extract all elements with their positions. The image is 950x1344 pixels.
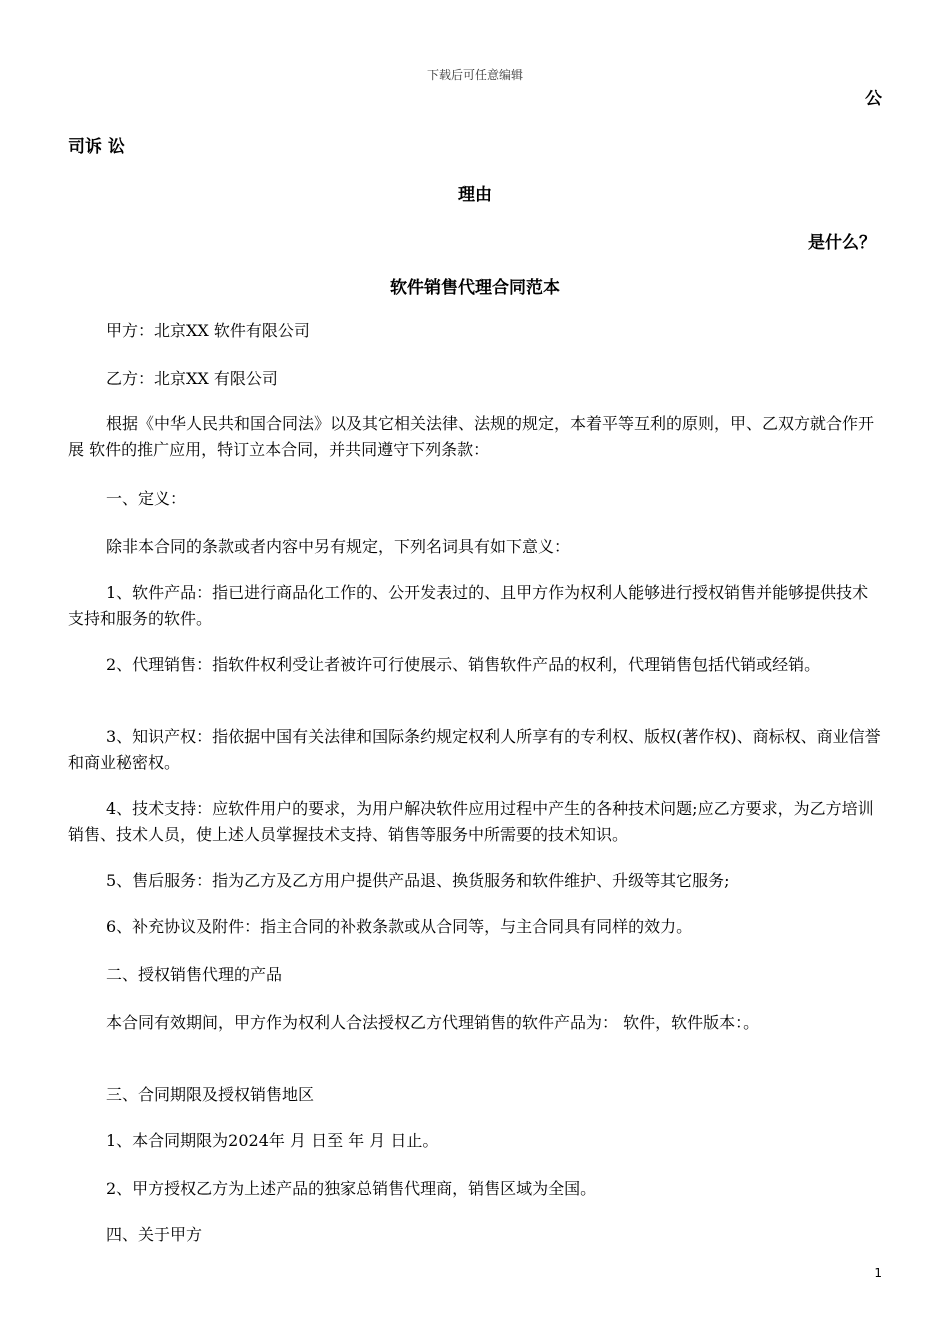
section-heading-products: 二、授权销售代理的产品 — [106, 965, 283, 984]
title-fragment-gong: 公 — [865, 89, 882, 109]
definition-software-product: 1、软件产品：指已进行商品化工作的、公开发表过的、且甲方作为权利人能够进行授权销售并能够提供技术支持和服务的软件。 — [68, 583, 869, 628]
products-paragraph: 本合同有效期间，甲方作为权利人合法授权乙方代理销售的软件产品为： 软件，软件版本：。 — [106, 1013, 760, 1032]
definition-after-sales-service: 5、售后服务：指为乙方及乙方用户提供产品退、换货服务和软件维护、升级等其它服务; — [106, 871, 730, 890]
party-a: 甲方：北京XX 软件有限公司 — [106, 321, 310, 340]
definition-supplementary-agreement: 6、补充协议及附件：指主合同的补救条款或从合同等，与主合同具有同样的效力。 — [106, 917, 693, 936]
definitions-intro: 除非本合同的条款或者内容中另有规定，下列名词具有如下意义： — [106, 537, 571, 556]
title-fragment-liyou: 理由 — [458, 185, 492, 205]
region-clause: 2、甲方授权乙方为上述产品的独家总销售代理商，销售区域为全国。 — [106, 1179, 597, 1198]
definition-intellectual-property: 3、知识产权：指依据中国有关法律和国际条约规定权利人所享有的专利权、版权(著作权)、商标权、商业信誉和商业秘密权。 — [68, 727, 881, 772]
term-clause: 1、本合同期限为2024年 月 日至 年 月 日止。 — [106, 1131, 439, 1150]
title-fragment-sisong: 司诉 讼 — [68, 137, 125, 157]
definition-agency-sales: 2、代理销售：指软件权利受让者被许可行使展示、销售软件产品的权利，代理销售包括代销或经销。 — [106, 655, 821, 674]
section-heading-definitions: 一、定义： — [106, 489, 187, 508]
document-title: 软件销售代理合同范本 — [390, 278, 560, 298]
party-b: 乙方：北京XX 有限公司 — [106, 369, 278, 388]
header-note: 下载后可任意编辑 — [426, 68, 523, 82]
preamble-paragraph: 根据《中华人民共和国合同法》以及其它相关法律、法规的规定，本着平等互利的原则，甲、乙双方就合作开展 软件的推广应用，特订立本合同，并共同遵守下列条款： — [68, 414, 875, 459]
section-heading-term-region: 三、合同期限及授权销售地区 — [106, 1085, 315, 1104]
section-heading-party-a: 四、关于甲方 — [106, 1225, 203, 1244]
title-fragment-shishenme: 是什么？ — [808, 233, 876, 253]
page-number: 1 — [874, 1266, 882, 1280]
definition-technical-support: 4、技术支持：应软件用户的要求，为用户解决软件应用过程中产生的各种技术问题;应乙方要求，为乙方培训销售、技术人员，使上述人员掌握技术支持、销售等服务中所需要的技术知识。 — [68, 799, 874, 844]
